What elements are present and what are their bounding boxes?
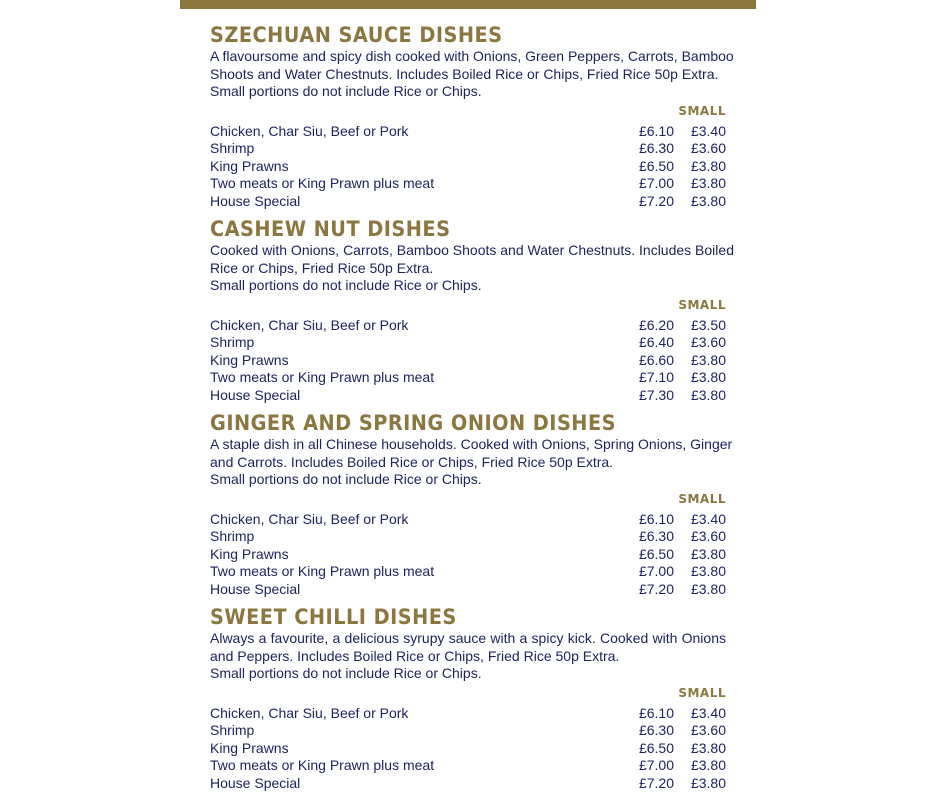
item-price: £6.10 <box>638 122 674 139</box>
small-portion-note: Small portions do not include Rice or Chips. <box>210 83 482 99</box>
menu-item-row <box>210 511 726 529</box>
item-name: Shrimp <box>210 722 255 738</box>
menu-item-row <box>210 158 726 176</box>
item-name: King Prawns <box>210 739 289 756</box>
small-portion-note: Small portions do not include Rice or Chips. <box>210 471 482 487</box>
menu-item-row <box>210 722 726 740</box>
item-price: £6.10 <box>638 510 674 527</box>
small-column-header: SMALL <box>678 685 726 700</box>
menu-item-row <box>210 317 726 335</box>
item-price: £6.10 <box>638 704 674 721</box>
menu-section <box>210 216 734 404</box>
menu-item-row <box>210 740 726 758</box>
menu-item-row <box>210 387 726 405</box>
item-price: £6.30 <box>638 140 674 156</box>
item-price: £7.30 <box>638 386 674 403</box>
item-small-price: £3.40 <box>690 122 726 139</box>
item-small-price: £3.80 <box>690 192 726 209</box>
menu-item-row <box>210 140 726 158</box>
item-name: Two meats or King Prawn plus meat <box>210 563 435 579</box>
menu-item-row <box>210 528 726 546</box>
item-name: Chicken, Char Siu, Beef or Pork <box>210 704 409 721</box>
menu-item-row <box>210 352 726 370</box>
item-name: Chicken, Char Siu, Beef or Pork <box>210 510 409 527</box>
menu-item-row <box>210 546 726 564</box>
item-price: £6.30 <box>638 722 674 738</box>
item-small-price: £3.80 <box>690 386 726 403</box>
item-name: House Special <box>210 386 301 403</box>
description-line: Rice or Chips, Fried Rice 50p Extra. <box>210 259 434 276</box>
section-title: GINGER AND SPRING ONION DISHES <box>210 411 616 435</box>
menu-section <box>210 604 726 792</box>
menu-item-row <box>210 705 726 723</box>
item-small-price: £3.80 <box>690 580 726 597</box>
section-description <box>210 242 734 277</box>
item-small-price: £3.80 <box>690 563 726 579</box>
menu-item-row <box>210 581 726 599</box>
item-name: King Prawns <box>210 351 289 368</box>
item-small-price: £3.80 <box>690 774 726 791</box>
item-price: £7.20 <box>638 580 674 597</box>
description-line: A staple dish in all Chinese households. Cooked with Onions, Spring Onions, Ginger <box>210 436 733 452</box>
item-price: £6.20 <box>638 316 674 333</box>
section-title: SZECHUAN SAUCE DISHES <box>210 23 503 47</box>
item-name: House Special <box>210 192 301 209</box>
item-name: House Special <box>210 580 301 597</box>
item-small-price: £3.80 <box>690 739 726 756</box>
item-price: £6.50 <box>638 545 674 562</box>
item-small-price: £3.40 <box>690 704 726 721</box>
section-description <box>210 436 733 471</box>
item-name: Shrimp <box>210 528 255 544</box>
item-name: Shrimp <box>210 334 255 350</box>
menu-item-row <box>210 369 726 387</box>
description-line: Shoots and Water Chestnuts. Includes Boiled Rice or Chips, Fried Rice 50p Extra. <box>210 65 719 82</box>
item-price: £6.30 <box>638 528 674 544</box>
item-price: £7.20 <box>638 774 674 791</box>
item-small-price: £3.60 <box>690 334 726 350</box>
item-small-price: £3.80 <box>690 545 726 562</box>
item-name: King Prawns <box>210 157 289 174</box>
description-line: A flavoursome and spicy dish cooked with Onions, Green Peppers, Carrots, Bamboo <box>210 48 734 64</box>
item-price: £7.10 <box>638 369 674 385</box>
item-name: Two meats or King Prawn plus meat <box>210 369 435 385</box>
menu-item-row <box>210 757 726 775</box>
description-line: and Peppers. Includes Boiled Rice or Chips, Fried Rice 50p Extra. <box>210 647 620 664</box>
section-description <box>210 630 726 665</box>
section-description <box>210 48 734 83</box>
top-border-bar <box>180 0 756 9</box>
item-name: House Special <box>210 774 301 791</box>
menu-section <box>210 22 734 210</box>
section-title: SWEET CHILLI DISHES <box>210 605 457 629</box>
item-small-price: £3.60 <box>690 528 726 544</box>
item-small-price: £3.40 <box>690 510 726 527</box>
item-price: £6.50 <box>638 739 674 756</box>
item-price: £7.20 <box>638 192 674 209</box>
menu-item-row <box>210 123 726 141</box>
item-price: £7.00 <box>638 175 674 191</box>
section-title: CASHEW NUT DISHES <box>210 217 451 241</box>
description-line: Cooked with Onions, Carrots, Bamboo Shoots and Water Chestnuts. Includes Boiled <box>210 242 734 258</box>
small-column-header: SMALL <box>678 103 726 118</box>
menu-item-row <box>210 334 726 352</box>
item-price: £6.40 <box>638 334 674 350</box>
item-name: King Prawns <box>210 545 289 562</box>
item-price: £6.60 <box>638 351 674 368</box>
menu-item-row <box>210 563 726 581</box>
menu-section <box>210 410 733 598</box>
menu-item-row <box>210 175 726 193</box>
item-small-price: £3.50 <box>690 316 726 333</box>
item-small-price: £3.60 <box>690 140 726 156</box>
item-small-price: £3.80 <box>690 351 726 368</box>
item-price: £6.50 <box>638 157 674 174</box>
item-name: Two meats or King Prawn plus meat <box>210 175 435 191</box>
menu-item-row <box>210 775 726 793</box>
item-price: £7.00 <box>638 563 674 579</box>
menu-page <box>210 22 734 798</box>
small-column-header: SMALL <box>678 491 726 506</box>
description-line: and Carrots. Includes Boiled Rice or Chips, Fried Rice 50p Extra. <box>210 453 614 470</box>
item-small-price: £3.80 <box>690 157 726 174</box>
item-name: Chicken, Char Siu, Beef or Pork <box>210 122 409 139</box>
menu-item-row <box>210 193 726 211</box>
description-line: Always a favourite, a delicious syrupy sauce with a spicy kick. Cooked with Onions <box>210 630 726 646</box>
item-small-price: £3.80 <box>690 175 726 191</box>
item-small-price: £3.60 <box>690 722 726 738</box>
small-portion-note: Small portions do not include Rice or Chips. <box>210 277 482 293</box>
item-small-price: £3.80 <box>690 369 726 385</box>
item-name: Shrimp <box>210 140 255 156</box>
item-name: Chicken, Char Siu, Beef or Pork <box>210 316 409 333</box>
item-price: £7.00 <box>638 757 674 773</box>
item-small-price: £3.80 <box>690 757 726 773</box>
small-portion-note: Small portions do not include Rice or Chips. <box>210 665 482 681</box>
small-column-header: SMALL <box>678 297 726 312</box>
item-name: Two meats or King Prawn plus meat <box>210 757 435 773</box>
